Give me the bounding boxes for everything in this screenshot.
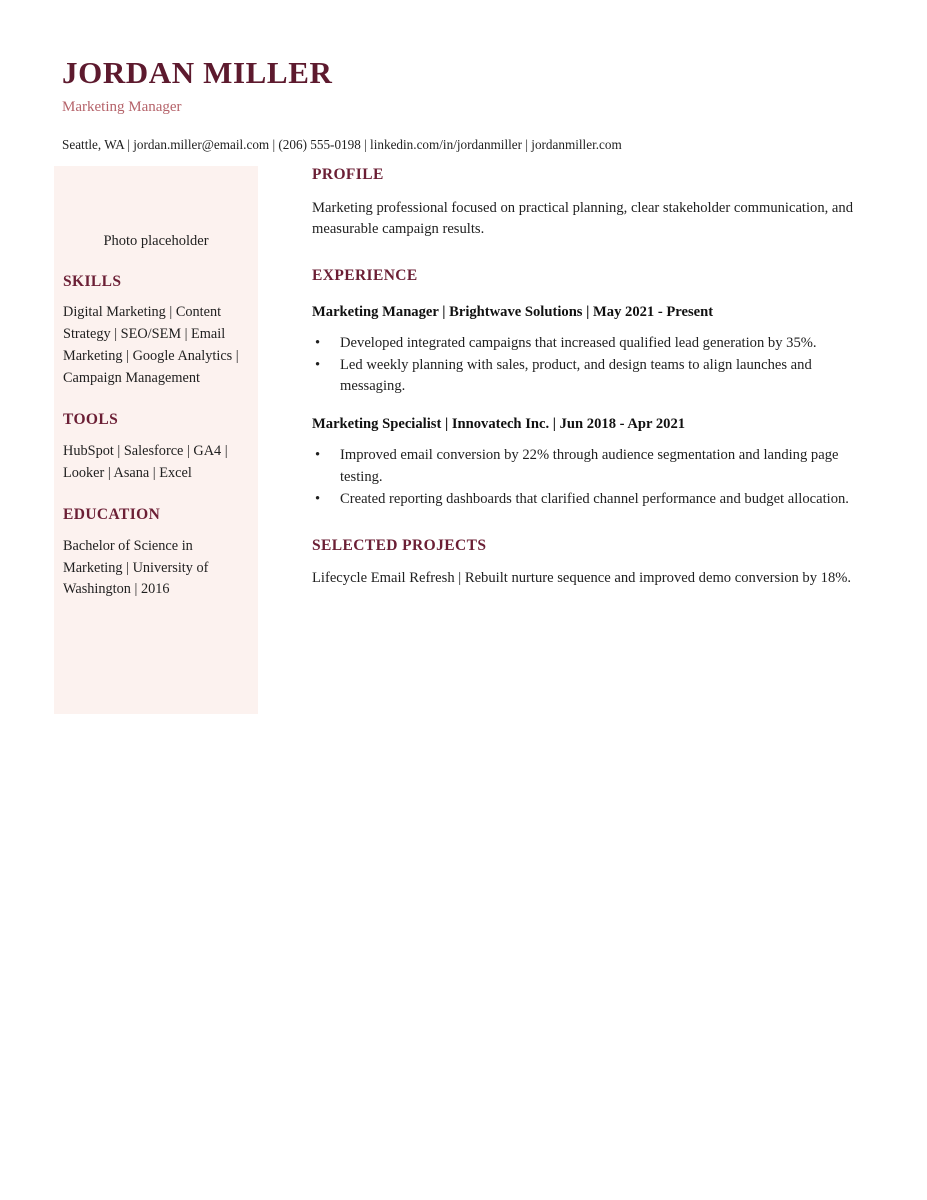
sidebar-heading-education: EDUCATION: [63, 506, 161, 524]
experience-entry: [312, 303, 874, 398]
heading-selected-projects: SELECTED PROJECTS: [312, 536, 487, 554]
photo-placeholder: Photo placeholder: [103, 233, 209, 249]
project-description: Lifecycle Email Refresh | Rebuilt nurture sequence and improved demo conversion by 18%.: [312, 570, 852, 587]
job-bullet-list: [312, 333, 874, 399]
candidate-title: Marketing Manager: [62, 98, 182, 115]
job-bullet-text: Led weekly planning with sales, product, and design teams to align launches and messaging.: [340, 356, 812, 395]
job-bullet: [312, 489, 874, 511]
sidebar-section-education: [63, 506, 249, 601]
section-profile: [312, 166, 874, 241]
sidebar: [54, 166, 258, 714]
resume-body: [54, 166, 874, 714]
sidebar-heading-skills: SKILLS: [63, 272, 122, 290]
sidebar-text-education: Bachelor of Science in Marketing | University of Washington | 2016: [63, 537, 209, 598]
job-bullet: [312, 333, 874, 355]
bullet-icon: •: [315, 447, 321, 464]
profile-summary: Marketing professional focused on practical planning, clear stakeholder communication, and measurable campaign results.: [312, 199, 854, 238]
job-bullet-text: Developed integrated campaigns that increased qualified lead generation by 35%.: [340, 334, 817, 351]
job-bullet-text: Improved email conversion by 22% through audience segmentation and landing page testing.: [340, 447, 839, 485]
section-experience: [312, 267, 874, 510]
job-bullet: [312, 445, 874, 489]
heading-experience: EXPERIENCE: [312, 267, 418, 285]
bullet-icon: •: [315, 334, 321, 351]
job-title: Marketing Specialist | Innovatech Inc. | Jun 2018 - Apr 2021: [312, 416, 686, 433]
job-bullet: [312, 355, 874, 399]
heading-profile: PROFILE: [312, 166, 384, 183]
sidebar-text-tools: HubSpot | Salesforce | GA4 | Looker | Asana | Excel: [63, 442, 228, 481]
two-column-layout: [54, 166, 874, 714]
bullet-icon: •: [315, 356, 321, 373]
contact-line: Seattle, WA | jordan.miller@email.com | (206) 555-0198 | linkedin.com/in/jordanmiller | jordanmiller.com: [62, 136, 622, 152]
experience-entry: [312, 415, 874, 510]
job-title: Marketing Manager | Brightwave Solutions | May 2021 - Present: [312, 303, 714, 320]
sidebar-heading-tools: TOOLS: [63, 411, 119, 429]
resume-header: [62, 56, 862, 153]
candidate-name: JORDAN MILLER: [62, 55, 333, 90]
section-selected-projects: [312, 537, 874, 590]
job-bullet-list: [312, 445, 874, 511]
main-column: [258, 166, 874, 590]
sidebar-section-tools: [63, 411, 249, 484]
job-bullet-text: Created reporting dashboards that clarified channel performance and budget allocation.: [340, 490, 849, 507]
sidebar-text-skills: Digital Marketing | Content Strategy | SEO/SEM | Email Marketing | Google Analytics | Campaign Management: [63, 304, 239, 386]
sidebar-section-skills: [63, 273, 249, 389]
bullet-icon: •: [315, 490, 321, 507]
